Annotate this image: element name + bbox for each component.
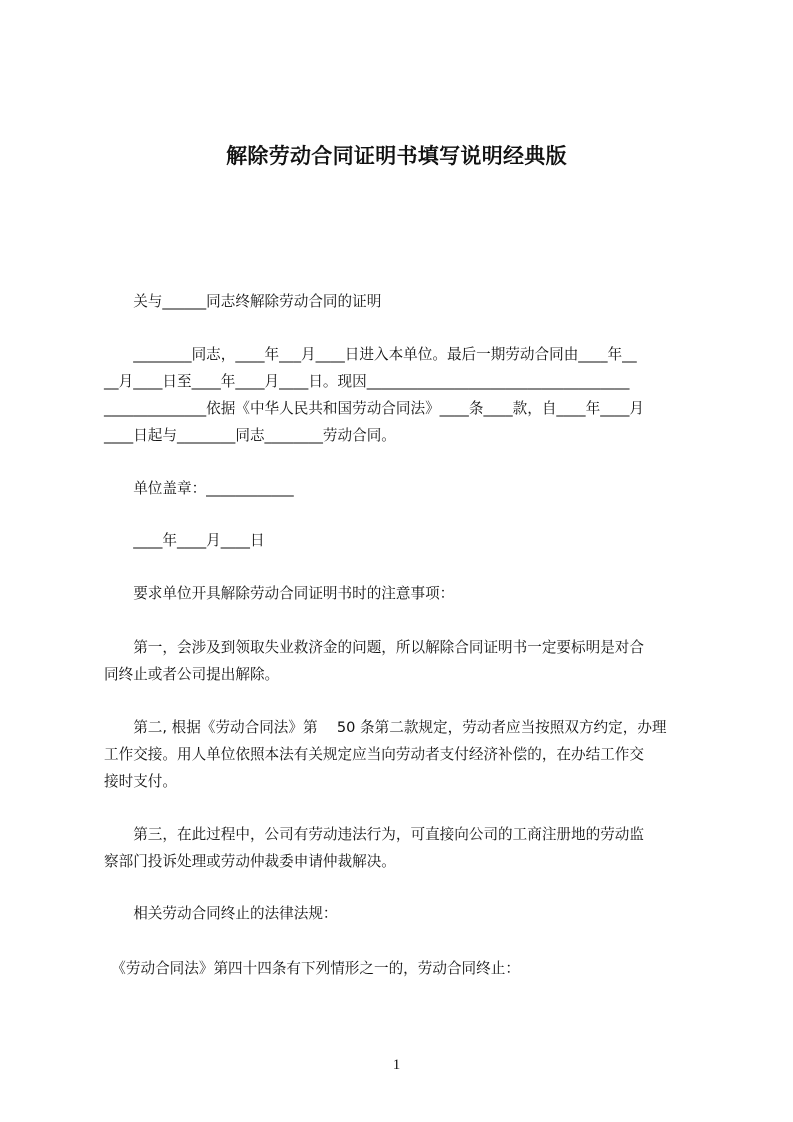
paragraph-line: 察部门投诉处理或劳动仲裁委申请仲裁解决。 <box>104 853 396 870</box>
paragraph-line: ______________依据《中华人民共和国劳动合同法》____条____款，自____年____月 <box>104 400 644 417</box>
paragraph-line: 第三，在此过程中，公司有劳动违法行为，可直接向公司的工商注册地的劳动监 <box>104 826 644 843</box>
notes-heading: 要求单位开具解除劳动合同证明书时的注意事项： <box>104 585 455 602</box>
company-seal-line: 单位盖章：____________ <box>104 480 294 497</box>
certificate-heading: 关与______同志终解除劳动合同的证明 <box>104 293 382 310</box>
note-third <box>104 821 700 875</box>
note-first <box>104 634 700 688</box>
certificate-body-paragraph <box>104 341 700 449</box>
page-number: 1 <box>392 1057 401 1073</box>
paragraph-line: 接时支付。 <box>104 773 177 790</box>
paragraph-line: 第二, 根据《劳动合同法》第 50 条第二款规定，劳动者应当按照双方约定，办理 <box>104 719 667 736</box>
laws-heading: 相关劳动合同终止的法律法规： <box>104 905 338 922</box>
note-second <box>104 714 700 795</box>
paragraph-line: ________同志，____年___月____日进入本单位。最后一期劳动合同由____年__ <box>104 346 637 363</box>
paragraph-line: 第一，会涉及到领取失业救济金的问题，所以解除合同证明书一定要标明是对合 <box>104 639 644 656</box>
law-clause: 《劳动合同法》第四十四条有下列情形之一的，劳动合同终止： <box>104 960 520 977</box>
paragraph-line: 工作交接。用人单位依照本法有关规定应当向劳动者支付经济补偿的，在办结工作交 <box>104 746 644 763</box>
paragraph-line: ____日起与________同志________劳动合同。 <box>104 427 396 444</box>
paragraph-line: 同终止或者公司提出解除。 <box>104 666 280 683</box>
paragraph-line: __月____日至____年____月____日。现因____________________________________ <box>104 373 630 390</box>
date-line: ____年____月____日 <box>104 532 265 549</box>
document-title: 解除劳动合同证明书填写说明经典版 <box>226 144 567 168</box>
